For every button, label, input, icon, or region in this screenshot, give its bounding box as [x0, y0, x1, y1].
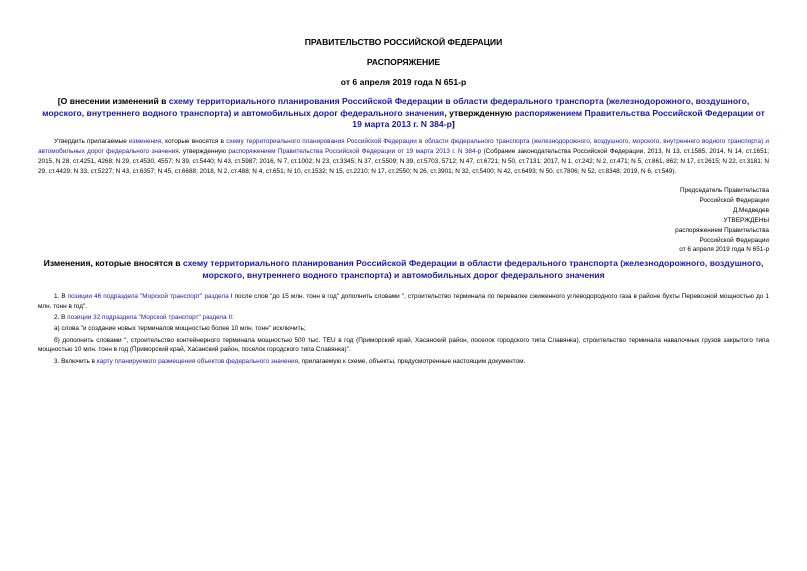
changes-title-prefix: Изменения, которые вносятся в — [43, 258, 183, 268]
list-item: а) слова "и создание новых терминалов мощностью более 10 млн. тонн" исключить; — [54, 325, 306, 333]
changes-list — [38, 292, 769, 368]
link-map[interactable]: карту планируемого размещения объектов федерального значения — [96, 357, 299, 365]
document-body — [38, 137, 769, 177]
title-suffix: ] — [451, 119, 455, 129]
list-item: б) дополнить словами ", строительство контейнерного терминала мощностью 500 тыс. TEU в год (Приморский край, Хасанский район, поселок городского типа Славянка), строительство терминала навалочных грузов закрытого типа мощностью 10 млн. тонн в год (Приморский край, Хасанский район, поселок городского типа Славянка)". — [38, 336, 769, 354]
document-date-number: от 6 апреля 2019 года N 651-р — [340, 77, 467, 87]
approval-line: распоряжением Правительства — [675, 226, 769, 234]
approval-line: Российской Федерации — [699, 236, 769, 244]
item-text: : — [232, 314, 234, 322]
link-position-32[interactable]: позиции 32 подраздела "Морской транспорт" раздела II — [67, 314, 233, 322]
body-text: Утвердить прилагаемые — [54, 138, 129, 145]
item-text: 2. В — [54, 314, 68, 322]
link-order-384[interactable]: распоряжением Правительства Российской Федерации от 19 марта 2013 г. N 384-р — [228, 147, 482, 155]
changes-title — [38, 258, 769, 281]
link-changes[interactable]: изменения — [128, 138, 162, 145]
item-text: 1. В — [54, 293, 68, 300]
title-prefix: [О внесении изменений в — [57, 96, 169, 106]
title-link-order[interactable]: распоряжением Правительства Российской Федерации от 19 марта 2013 г. N 384-р — [352, 107, 765, 129]
government-heading: ПРАВИТЕЛЬСТВО РОССИЙСКОЙ ФЕДЕРАЦИИ — [304, 37, 503, 47]
approval-date: от 6 апреля 2019 года N 651-р — [679, 246, 769, 254]
document-title — [38, 96, 769, 131]
document-type-heading: РАСПОРЯЖЕНИЕ — [366, 57, 441, 67]
body-paragraph — [38, 137, 769, 177]
title-middle: , утвержденную — [444, 107, 515, 118]
signature-block — [469, 186, 769, 255]
link-position-46[interactable]: позиции 46 подраздела "Морской транспорт" раздела — [67, 293, 229, 300]
list-item — [38, 357, 769, 367]
signature-name: Д.Медведев — [732, 206, 769, 214]
signature-line: Российской Федерации — [699, 196, 769, 204]
approval-line: УТВЕРЖДЕНЫ — [723, 216, 769, 224]
signature-line: Председатель Правительства — [680, 187, 769, 194]
body-text: , которые вносятся в — [161, 138, 227, 145]
item-text: , прилагаемую к схеме, объекты, предусмотренные настоящим документом. — [298, 357, 526, 365]
body-text: , утвержденную — [178, 147, 229, 155]
body-text: (Собрание законодательства Российской Федерации, 2013, N 13, ст.1585; 2014, N 14, ст.1651; 2015, N 28, ст.4251, 4268; N 29, ст.4530, 4557; N 39, ст.5440; N 43, ст.5987; 2016, N 7, ст.1002; N 23, ст.3345; N 37, ст.5509; N 39, ст.5703, 5712; N 47, ст.6721; N 50, ст.7131; 2017, N 1, ст.242; N 2, ст.471; N 5, ст.861, 862; N 17, ст.2615; N 22, ст.3181; N 29, ст.4429; N 33, ст.5227; N 43, ст.6357; N 45, ст.6688; 2018, N 2, ст.488; N 4, ст.651; N 10, ст.1532; N 15, ст.2210; N 17, ст.2550; N 26, ст.3901; N 32, ст.5400; N 42, ст.6493; N 50, ст.7806; N 52, ст.8348; 2019, N 6, ст.549). — [38, 147, 769, 175]
list-item — [38, 292, 769, 312]
link-scheme[interactable]: схему территориального планирования Российской Федерации в области федерального транспорта (железнодорожного, воздушного, морского, внутреннего водного транспорта) и автомобильных дорог федерального значения — [38, 138, 770, 155]
title-link-scheme[interactable]: схему территориального планирования Российской Федерации в области федерального транспорта (железнодорожного, воздушного, морского, внутреннего водного транспорта) и автомобильных дорог федерального значения — [42, 96, 750, 118]
changes-title-link[interactable]: схему территориального планирования Российской Федерации в области федерального транспорта (железнодорожного, воздушного, морского, внутреннего водного транспорта) и автомобильных дорог федерального значения — [182, 258, 764, 280]
item-text: I после слов "до 15 млн. тонн в год" дополнить словами ", строительство терминала по перевалке сжиженного углеводородного газа в районе бухты Перевозной мощностью до 1 млн. тонн в год". — [38, 293, 769, 310]
item-text: 3. Включить в — [54, 357, 97, 365]
list-item — [38, 313, 769, 323]
